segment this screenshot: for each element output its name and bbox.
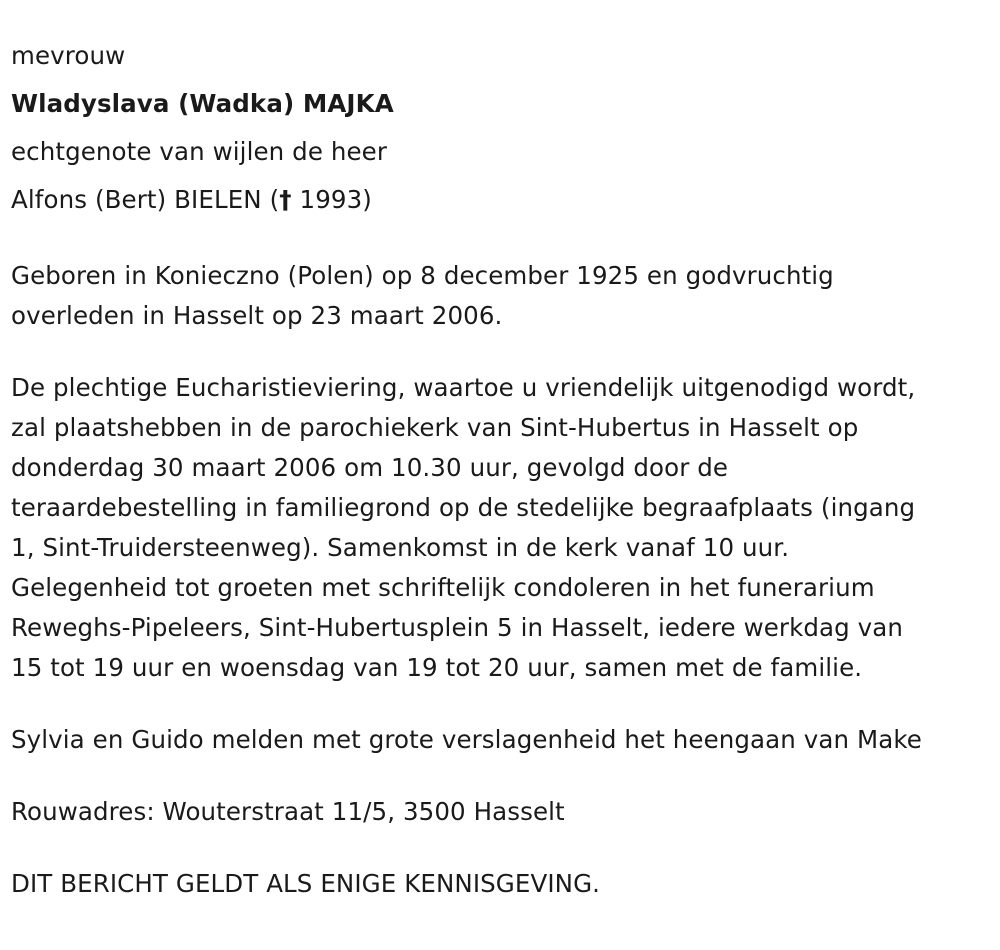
paragraph-line: 15 tot 19 uur en woensdag van 19 tot 20 uur, samen met de familie. [11, 653, 863, 682]
paragraph-line: donderdag 30 maart 2006 om 10.30 uur, gevolgd door de [11, 453, 729, 482]
cross-icon: † [279, 185, 292, 214]
spacer [11, 224, 996, 256]
spacer [11, 832, 996, 864]
mourning-address: Rouwadres: Wouterstraat 11/5, 3500 Hasselt [11, 797, 565, 826]
paragraph-line: overleden in Hasselt op 23 maart 2006. [11, 301, 503, 330]
paragraph-line: 1, Sint-Truidersteenweg). Samenkomst in de kerk vanaf 10 uur. [11, 533, 790, 562]
spacer [11, 760, 996, 792]
paragraph-line: Reweghs-Pipeleers, Sint-Hubertusplein 5 in Hasselt, iedere werkdag van [11, 613, 904, 642]
ceremony-paragraph [11, 368, 996, 688]
spouse-name: Alfons (Bert) BIELEN ( [11, 185, 280, 214]
family-paragraph [11, 720, 996, 760]
salutation: mevrouw [11, 41, 126, 70]
birth-death-paragraph [11, 256, 996, 336]
deceased-name: Wladyslava (Wadka) MAJKA [11, 89, 394, 118]
spouse-line [11, 176, 996, 224]
spacer [11, 688, 996, 720]
family-note: Sylvia en Guido melden met grote verslagenheid het heengaan van Make [11, 725, 922, 754]
paragraph-line: De plechtige Eucharistieviering, waartoe u vriendelijk uitgenodigd wordt, [11, 373, 916, 402]
paragraph-line: teraardebestelling in familiegrond op de stedelijke begraafplaats (ingang [11, 493, 916, 522]
address-paragraph [11, 792, 996, 832]
notice-paragraph [11, 864, 996, 904]
notice-text: DIT BERICHT GELDT ALS ENIGE KENNISGEVING. [11, 869, 601, 898]
obituary-notice [11, 32, 996, 904]
paragraph-line: Gelegenheid tot groeten met schriftelijk condoleren in het funerarium [11, 573, 875, 602]
paragraph-line: Geboren in Konieczno (Polen) op 8 december 1925 en godvruchtig [11, 261, 834, 290]
relation-text: echtgenote van wijlen de heer [11, 137, 388, 166]
spacer [11, 336, 996, 368]
paragraph-line: zal plaatshebben in de parochiekerk van Sint-Hubertus in Hasselt op [11, 413, 859, 442]
spouse-death-year: 1993) [299, 185, 372, 214]
